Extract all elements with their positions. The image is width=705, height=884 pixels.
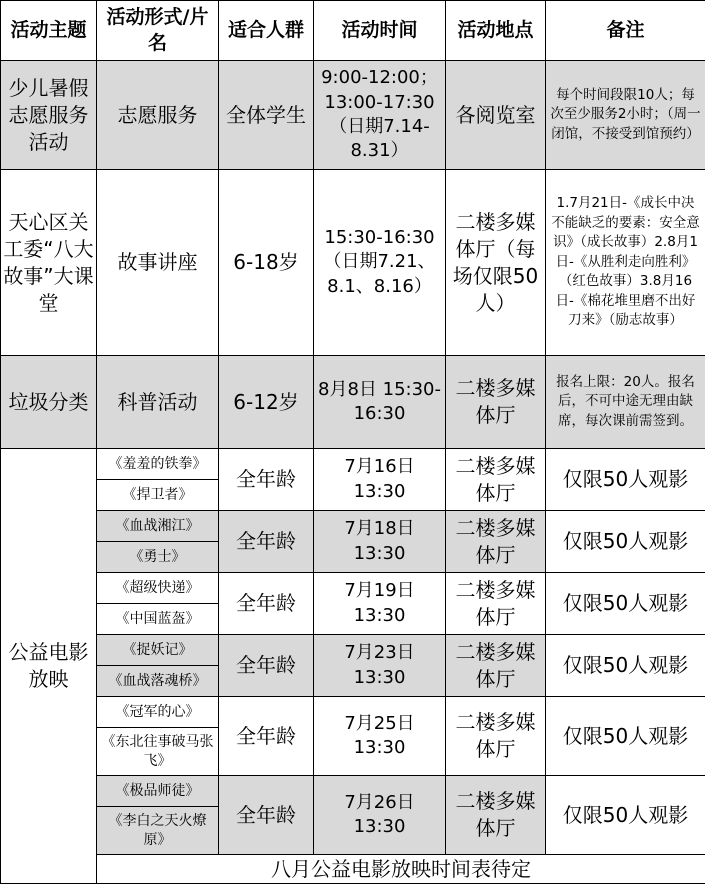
footer-note: 八月公益电影放映时间表待定: [97, 855, 705, 884]
movie-date: 7月23日: [344, 642, 415, 664]
row-note: 1.7月21日-《成长中决不能缺乏的要素：安全意识》（成长故事）2.8月1日-《从胜利走向胜利》（红色故事）3.8月16日-《棉花堆里磨不出好刀来》（励志故事）: [546, 170, 705, 356]
movie-note: 仅限50人观影: [546, 449, 705, 511]
movie-audience: 全年龄: [219, 635, 314, 697]
movie-place: 二楼多媒体厅: [446, 573, 546, 635]
film-title: 《羞羞的铁拳》: [97, 449, 219, 480]
movie-theme: 公益电影放映: [1, 449, 97, 884]
movie-time: 13:30: [353, 604, 406, 626]
film-title: 《血战落魂桥》: [97, 666, 219, 697]
movie-row: [1, 635, 705, 666]
movie-audience: 全年龄: [219, 449, 314, 511]
movie-place: 二楼多媒体厅: [446, 511, 546, 573]
row-form: 志愿服务: [97, 61, 219, 170]
movie-row: [1, 776, 705, 807]
row-audience: 6-18岁: [219, 170, 314, 356]
movie-datetime: [314, 449, 446, 511]
footer-row: [1, 855, 705, 884]
film-title: 《捍卫者》: [97, 480, 219, 511]
film-title: 《血战湘江》: [97, 511, 219, 542]
header-row: [1, 1, 705, 61]
movie-note: 仅限50人观影: [546, 776, 705, 855]
film-title: 《冠军的心》: [97, 697, 219, 728]
film-title: 《李白之天火燎原》: [97, 807, 219, 855]
row-time: 15:30-16:30（日期7.21、8.1、8.16）: [314, 170, 446, 356]
film-title: 《超级快递》: [97, 573, 219, 604]
row-time: 9:00-12:00；13:00-17:30（日期7.14-8.31）: [314, 61, 446, 170]
header-form: 活动形式/片名: [97, 1, 219, 61]
movie-date: 7月16日: [344, 456, 415, 478]
movie-date: 7月25日: [344, 712, 415, 734]
header-audience: 适合人群: [219, 1, 314, 61]
row-place: 各阅览室: [446, 61, 546, 170]
movie-time: 13:30: [353, 816, 406, 837]
row-note: 每个时间段限10人；每次至少服务2小时；（周一闭馆，不接受到馆预约）: [546, 61, 705, 170]
row-time: 8月8日 15:30-16:30: [314, 356, 446, 449]
movie-datetime: [314, 697, 446, 776]
movie-datetime: [314, 635, 446, 697]
film-title: 《勇士》: [97, 542, 219, 573]
row-place: 二楼多媒体厅: [446, 356, 546, 449]
row-note: 报名上限：20人。报名后，不可中途无理由缺席，每次课前需签到。: [546, 356, 705, 449]
header-time: 活动时间: [314, 1, 446, 61]
table-row: [1, 61, 705, 170]
row-theme: 天心区关工委“八大故事”大课堂: [1, 170, 97, 356]
movie-time: 13:30: [353, 666, 406, 688]
row-theme: 垃圾分类: [1, 356, 97, 449]
movie-audience: 全年龄: [219, 511, 314, 573]
film-title: 《捉妖记》: [97, 635, 219, 666]
movie-row: [1, 697, 705, 728]
row-audience: 全体学生: [219, 61, 314, 170]
row-place: 二楼多媒体厅（每场仅限50人）: [446, 170, 546, 356]
row-form: 故事讲座: [97, 170, 219, 356]
header-theme: 活动主题: [1, 1, 97, 61]
movie-datetime: [314, 573, 446, 635]
movie-time: 13:30: [353, 542, 406, 564]
movie-note: 仅限50人观影: [546, 697, 705, 776]
movie-datetime: [314, 511, 446, 573]
movie-audience: 全年龄: [219, 697, 314, 776]
film-title: 《东北往事破马张飞》: [97, 728, 219, 776]
movie-date: 7月18日: [344, 518, 415, 540]
movie-audience: 全年龄: [219, 573, 314, 635]
film-title: 《中国蓝盔》: [97, 604, 219, 635]
movie-place: 二楼多媒体厅: [446, 449, 546, 511]
movie-note: 仅限50人观影: [546, 511, 705, 573]
movie-place: 二楼多媒体厅: [446, 697, 546, 776]
movie-note: 仅限50人观影: [546, 573, 705, 635]
film-title: 《极品师徒》: [97, 776, 219, 807]
table-row: [1, 170, 705, 356]
movie-note: 仅限50人观影: [546, 635, 705, 697]
row-theme: 少儿暑假志愿服务活动: [1, 61, 97, 170]
movie-row: [1, 511, 705, 542]
table-row: [1, 356, 705, 449]
movie-time: 13:30: [353, 737, 406, 758]
movie-audience: 全年龄: [219, 776, 314, 855]
movie-time: 13:30: [353, 480, 406, 502]
movie-row: [1, 573, 705, 604]
movie-place: 二楼多媒体厅: [446, 776, 546, 855]
movie-date: 7月26日: [344, 791, 415, 813]
row-audience: 6-12岁: [219, 356, 314, 449]
movie-date: 7月19日: [344, 580, 415, 602]
header-place: 活动地点: [446, 1, 546, 61]
movie-place: 二楼多媒体厅: [446, 635, 546, 697]
movie-datetime: [314, 776, 446, 855]
header-note: 备注: [546, 1, 705, 61]
row-form: 科普活动: [97, 356, 219, 449]
movie-row: [1, 449, 705, 480]
